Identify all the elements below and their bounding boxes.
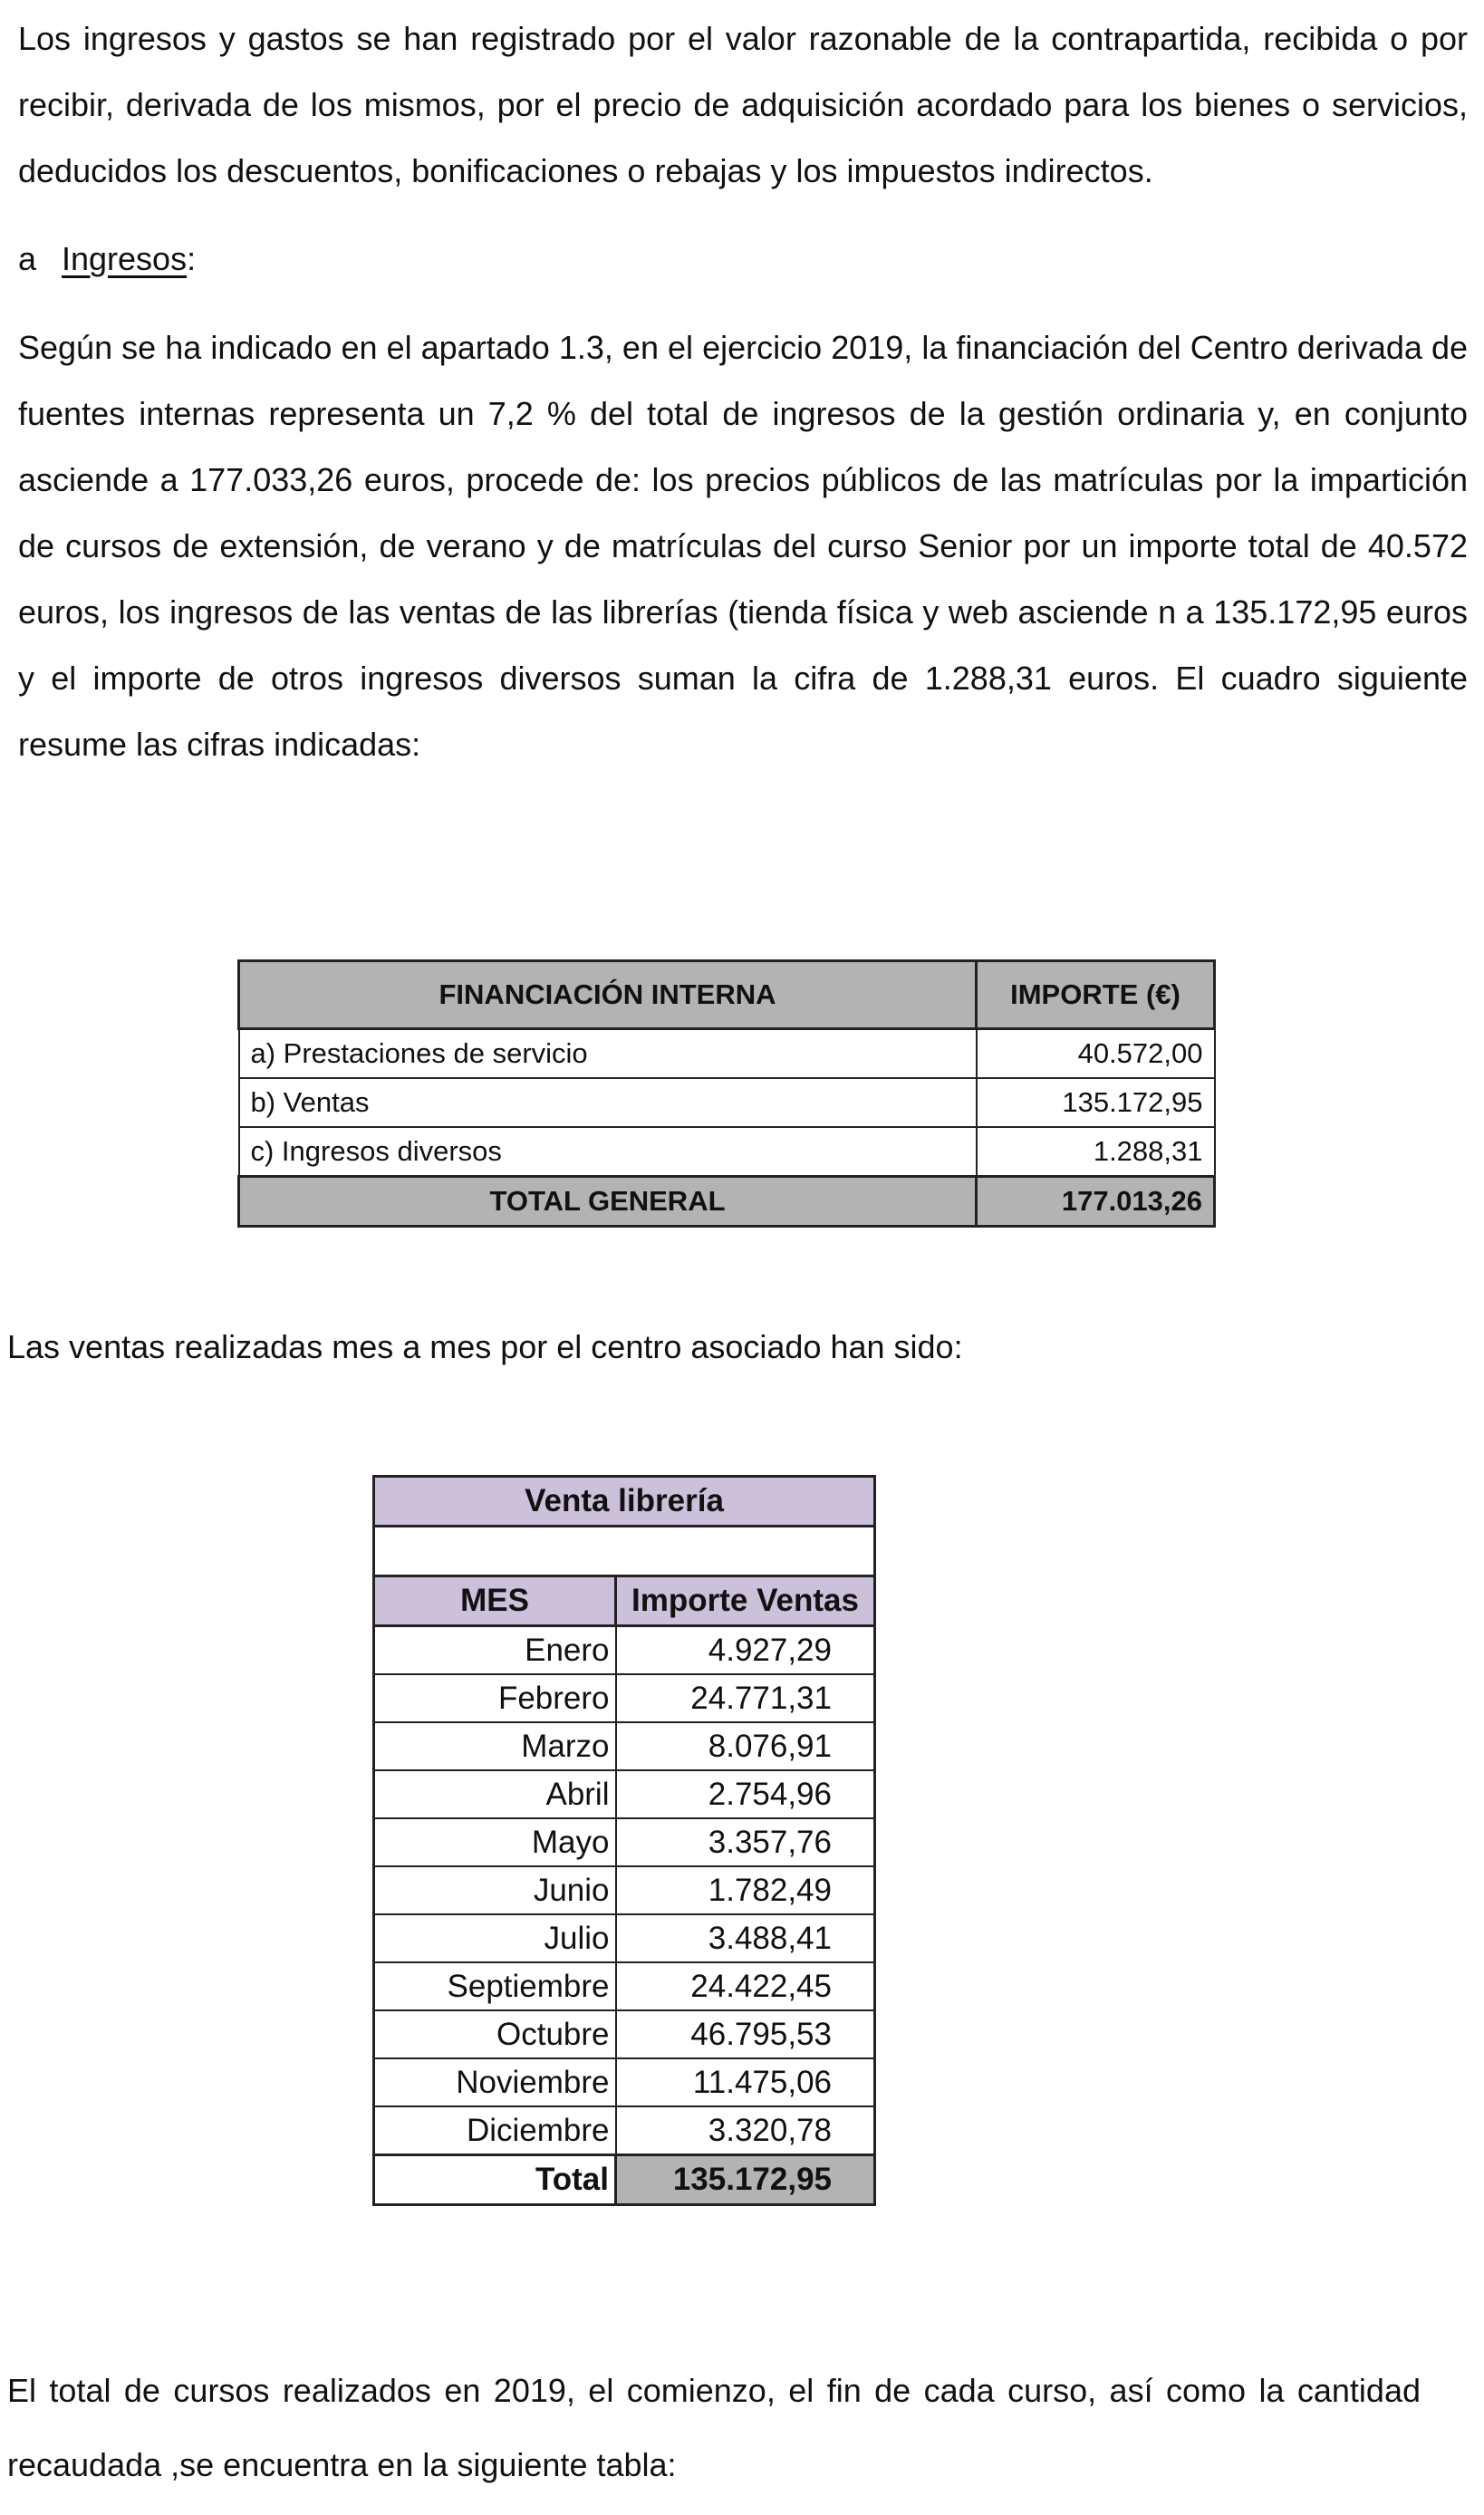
sales-month: Febrero <box>374 1674 616 1722</box>
financing-total-row <box>239 1177 1215 1227</box>
sales-amount: 3.357,76 <box>616 1818 875 1866</box>
sales-month: Enero <box>374 1626 616 1675</box>
sales-month: Marzo <box>374 1722 616 1770</box>
table-row <box>374 1722 875 1770</box>
table-row <box>374 1818 875 1866</box>
sales-table-title: Venta librería <box>374 1477 875 1527</box>
sales-title-row <box>374 1477 875 1527</box>
table-row <box>239 1127 1215 1177</box>
sales-month: Septiembre <box>374 1962 616 2010</box>
sales-header-row <box>374 1576 875 1626</box>
table-row <box>374 1626 875 1675</box>
section-title: Ingresos <box>62 240 188 277</box>
sales-intro: Las ventas realizadas mes a mes por el centro asociado han sido: <box>7 1328 963 1365</box>
sales-amount: 3.488,41 <box>616 1914 875 1962</box>
financing-table <box>237 959 1216 1228</box>
section-suffix: : <box>187 240 197 277</box>
table-row <box>374 2010 875 2058</box>
sales-month: Mayo <box>374 1818 616 1866</box>
financing-header-concept: FINANCIACIÓN INTERNA <box>239 961 977 1029</box>
financing-concept: c) Ingresos diversos <box>239 1127 977 1177</box>
closing-paragraph: El total de cursos realizados en 2019, el comienzo, el fin de cada curso, así como la cantidad recaudada ,se encuentra en la siguiente tabla: <box>7 2372 1421 2483</box>
sales-header-amount: Importe Ventas <box>616 1576 875 1626</box>
sales-blank-row <box>374 1527 875 1576</box>
sales-amount: 8.076,91 <box>616 1722 875 1770</box>
financing-header-row <box>239 961 1215 1029</box>
sales-table <box>372 1475 876 2206</box>
table-row <box>239 1078 1215 1127</box>
sales-total-label: Total <box>374 2155 616 2205</box>
sales-month: Junio <box>374 1866 616 1914</box>
sales-month: Julio <box>374 1914 616 1962</box>
sales-header-month: MES <box>374 1576 616 1626</box>
financing-amount: 1.288,31 <box>977 1127 1215 1177</box>
financing-amount: 135.172,95 <box>977 1078 1215 1127</box>
sales-amount: 46.795,53 <box>616 2010 875 2058</box>
sales-month: Diciembre <box>374 2106 616 2155</box>
sales-month: Octubre <box>374 2010 616 2058</box>
section-heading <box>18 232 196 286</box>
financing-total-amount: 177.013,26 <box>977 1177 1215 1227</box>
section-letter: a <box>18 240 37 277</box>
table-row <box>374 1674 875 1722</box>
financing-concept: a) Prestaciones de servicio <box>239 1029 977 1079</box>
sales-amount: 4.927,29 <box>616 1626 875 1675</box>
table-row <box>374 1866 875 1914</box>
sales-month: Noviembre <box>374 2058 616 2106</box>
sales-amount: 24.771,31 <box>616 1674 875 1722</box>
table-row <box>239 1029 1215 1079</box>
table-row <box>374 2106 875 2155</box>
sales-total-row <box>374 2155 875 2205</box>
sales-month: Abril <box>374 1770 616 1818</box>
table-row <box>374 1914 875 1962</box>
intro-paragraph: Los ingresos y gastos se han registrado por el valor razonable de la contrapartida, recibida o por recibir, derivada de los mismos, por el precio de adquisición acordado para los bienes o servicios, deducidos los descuentos, bonificaciones o rebajas y los impuestos indirectos. <box>18 20 1468 189</box>
sales-amount: 24.422,45 <box>616 1962 875 2010</box>
income-paragraph: Según se ha indicado en el apartado 1.3, en el ejercicio 2019, la financiación del Centro derivada de fuentes internas representa un 7,2 % del total de ingresos de la gestión ordinaria y, en conjunto asciende a 177.033,26 euros, procede de: los precios públicos de las matrículas por la impartición de cursos de extensión, de verano y de matrículas del curso Senior por un importe total de 40.572 euros, los ingresos de las ventas de las librerías (tienda física y web asciende n a 135.172,95 euros y el importe de otros ingresos diversos suman la cifra de 1.288,31 euros. El cuadro siguiente resume las cifras indicadas: <box>18 329 1468 763</box>
table-row <box>374 1770 875 1818</box>
sales-amount: 3.320,78 <box>616 2106 875 2155</box>
table-row <box>374 2058 875 2106</box>
financing-concept: b) Ventas <box>239 1078 977 1127</box>
sales-amount: 2.754,96 <box>616 1770 875 1818</box>
financing-total-label: TOTAL GENERAL <box>239 1177 977 1227</box>
financing-header-amount: IMPORTE (€) <box>977 961 1215 1029</box>
sales-total-amount: 135.172,95 <box>616 2155 875 2205</box>
financing-amount: 40.572,00 <box>977 1029 1215 1079</box>
sales-amount: 1.782,49 <box>616 1866 875 1914</box>
table-row <box>374 1962 875 2010</box>
sales-amount: 11.475,06 <box>616 2058 875 2106</box>
